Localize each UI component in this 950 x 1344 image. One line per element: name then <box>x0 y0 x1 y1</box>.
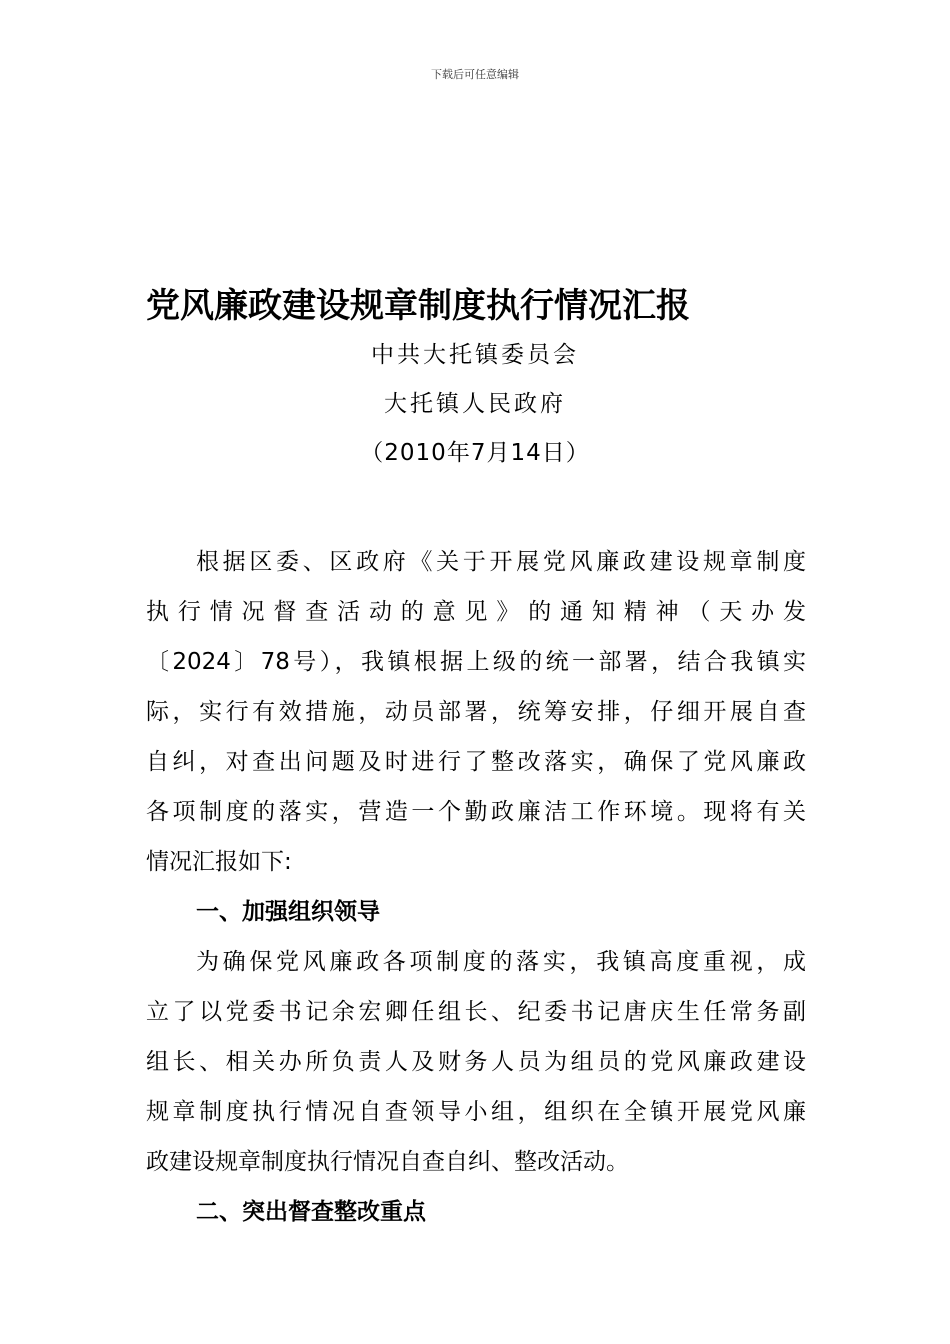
header-note: 下载后可任意编辑 <box>431 68 519 81</box>
paragraph-line: 各项制度的落实，营造一个勤政廉洁工作环境。现将有关 <box>146 799 806 825</box>
issuer-government: 大托镇人民政府 <box>384 391 566 417</box>
paragraph-line: 情况汇报如下: <box>146 849 292 875</box>
paragraph-line: 执行情况督查活动的意见》的通知精神（天办发 <box>146 599 806 625</box>
paragraph-line: 自纠，对查出问题及时进行了整改落实，确保了党风廉政 <box>146 749 806 775</box>
paragraph-line: 〔2024〕78号），我镇根据上级的统一部署，结合我镇实 <box>146 649 806 675</box>
section-heading-2: 二、突出督查整改重点 <box>196 1199 426 1225</box>
issuer-party-committee: 中共大托镇委员会 <box>371 342 579 368</box>
paragraph-line: 政建设规章制度执行情况自查自纠、整改活动。 <box>146 1149 629 1175</box>
paragraph-line: 立了以党委书记余宏卿任组长、纪委书记唐庆生任常务副 <box>146 999 806 1025</box>
document-date: （2010年7月14日） <box>360 440 590 466</box>
paragraph-line: 际，实行有效措施，动员部署，统筹安排，仔细开展自查 <box>146 699 806 725</box>
paragraph-line: 组长、相关办所负责人及财务人员为组员的党风廉政建设 <box>146 1049 806 1075</box>
document-body <box>146 537 806 1237</box>
paragraph-line: 规章制度执行情况自查领导小组，组织在全镇开展党风廉 <box>146 1099 806 1125</box>
paragraph-line: 为确保党风廉政各项制度的落实，我镇高度重视，成 <box>196 949 806 975</box>
paragraph-line: 根据区委、区政府《关于开展党风廉政建设规章制度 <box>196 549 806 575</box>
document-title: 党风廉政建设规章制度执行情况汇报 <box>146 286 690 326</box>
section-heading-1: 一、加强组织领导 <box>196 899 380 925</box>
